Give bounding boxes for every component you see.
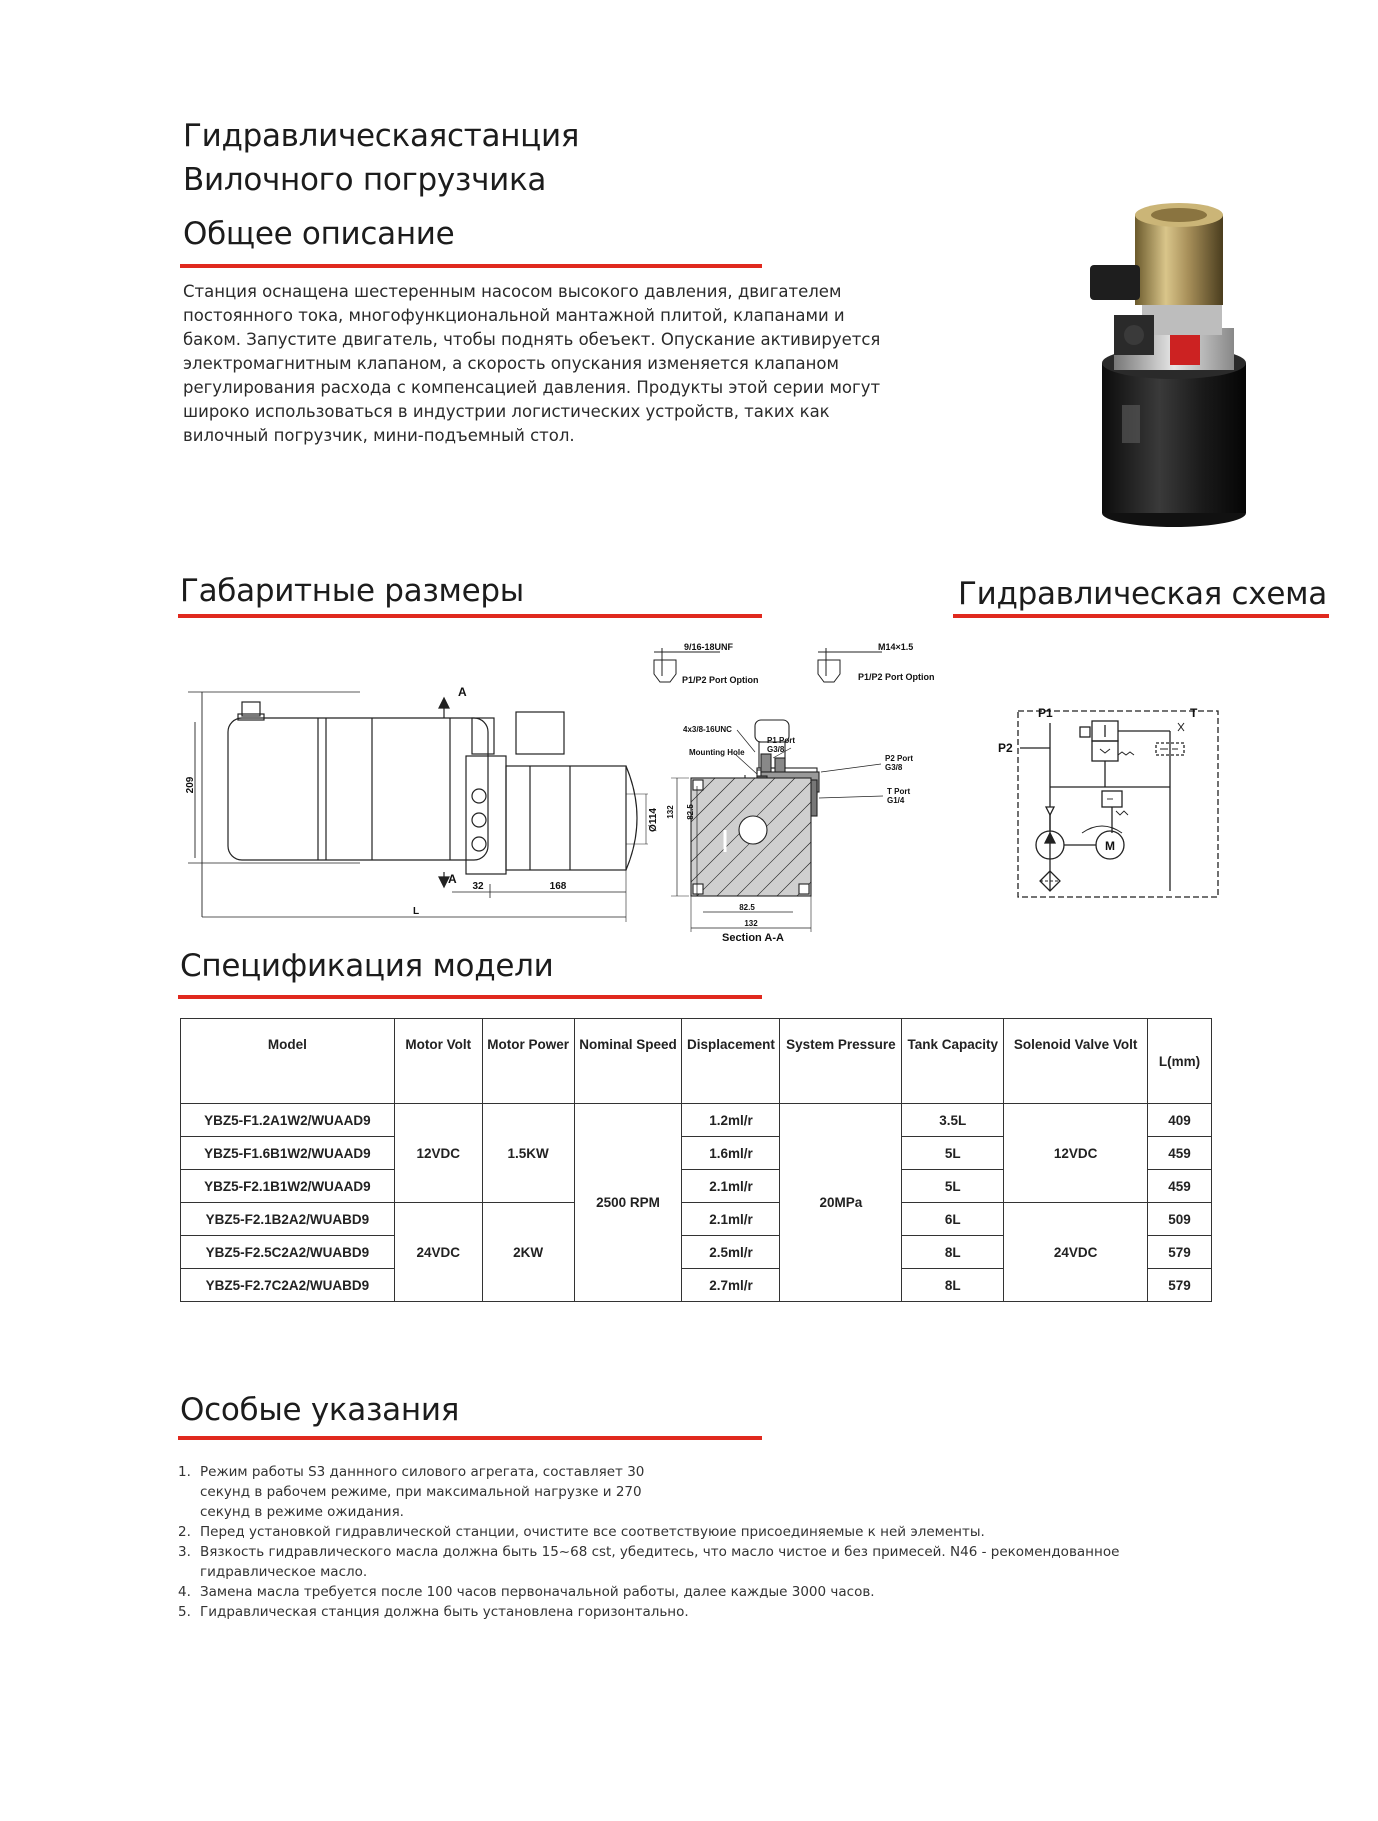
mounting-hole-label: Mounting Hole — [689, 748, 745, 757]
page-title — [183, 114, 579, 202]
cell-tank-capacity: 8L — [902, 1236, 1004, 1269]
col-header-solenoid-volt: Solenoid Valve Volt — [1004, 1019, 1148, 1104]
dim-height-label: 209 — [185, 776, 196, 794]
note-text: Гидравлическая станция должна быть установлена горизонтально. — [200, 1604, 689, 1620]
note-text: Перед установкой гидравлической станции, очистите все соответствуюие присоединяемые к ней элементы. — [200, 1524, 985, 1540]
hydraulic-schematic — [998, 703, 1230, 903]
cell-displacement: 1.6ml/r — [682, 1137, 780, 1170]
section-aa-drawing — [666, 712, 920, 944]
section-rule — [953, 614, 1329, 618]
dim-82-5-vertical: 82.5 — [686, 804, 695, 820]
cell-model: YBZ5-F2.1B1W2/WUAAD9 — [181, 1170, 395, 1203]
port-option-2-label: P1/P2 Port Option — [858, 672, 935, 682]
side-view-drawing — [185, 670, 670, 925]
section-rule — [178, 995, 762, 999]
list-item — [178, 1522, 1168, 1542]
cell-displacement: 2.1ml/r — [682, 1203, 780, 1236]
port-option-drawing — [640, 638, 970, 698]
col-header-nominal-speed: Nominal Speed — [574, 1019, 682, 1104]
cell-length: 459 — [1147, 1170, 1211, 1203]
col-header-model: Model — [181, 1019, 395, 1104]
dim-132-horizontal: 132 — [744, 919, 758, 928]
cell-model: YBZ5-F2.5C2A2/WUABD9 — [181, 1236, 395, 1269]
col-header-motor-power: Motor Power — [482, 1019, 574, 1104]
title-line-2: Вилочного погрузчика — [183, 162, 547, 198]
dim-diameter-label: Ø114 — [648, 808, 659, 832]
schematic-motor-label: M — [1105, 839, 1115, 853]
col-header-system-pressure: System Pressure — [780, 1019, 902, 1104]
cell-displacement: 2.7ml/r — [682, 1269, 780, 1302]
section-rule — [178, 614, 762, 618]
cell-solenoid-volt: 12VDC — [1004, 1104, 1148, 1203]
description-text: Станция оснащена шестеренным насосом высокого давления, двигателем постоянного тока, многофункциональной мантажной плитой, клапанами и баком. Запустите двигатель, чтобы поднять обеъект. Опускание активируется электромагнитным клапаном, а скорость опускания изменяется клапаном регулирования расхода с компенсацией давления. Продукты этой серии могут широко использоваться в индустрии логистических устройств, таких как вилочный погрузчик, мини-подъемный стол. — [183, 282, 881, 445]
schematic-t-label: T — [1190, 706, 1198, 720]
section-title-schematic: Гидравлическая схема — [958, 576, 1327, 612]
note-number: 2. — [178, 1524, 191, 1540]
section-title-notes: Особые указания — [180, 1392, 460, 1428]
p2-port-label: P2 Port — [885, 754, 914, 763]
cell-tank-capacity: 5L — [902, 1137, 1004, 1170]
cell-motor-power: 1.5KW — [482, 1104, 574, 1203]
dim-82-5-horizontal: 82.5 — [739, 903, 755, 912]
dim-168-label: 168 — [549, 881, 567, 892]
cell-length: 409 — [1147, 1104, 1211, 1137]
list-item — [178, 1462, 1168, 1522]
note-text: Замена масла требуется после 100 часов первоначальной работы, далее каждые 3000 часов. — [200, 1584, 875, 1600]
section-rule — [180, 264, 762, 268]
t-thread-label: G1/4 — [887, 796, 905, 805]
p1-thread-label: G3/8 — [767, 745, 785, 754]
cell-motor-power: 2KW — [482, 1203, 574, 1302]
dim-32-label: 32 — [472, 881, 484, 892]
schematic-p1-label: P1 — [1038, 706, 1053, 720]
cell-tank-capacity: 5L — [902, 1170, 1004, 1203]
note-text: Вязкость гидравлического масла должна быть 15~68 cst, убедитесь, что масло чистое и без примесей. N46 - рекомендованное гидравлическое масло. — [200, 1544, 1120, 1580]
p2-thread-label: G3/8 — [885, 763, 903, 772]
note-number: 1. — [178, 1464, 191, 1480]
cell-length: 509 — [1147, 1203, 1211, 1236]
schematic-p2-label: P2 — [998, 741, 1013, 755]
col-header-motor-volt: Motor Volt — [394, 1019, 482, 1104]
section-title-specification: Спецификация модели — [180, 948, 554, 984]
section-title-dimensions: Габаритные размеры — [180, 573, 524, 609]
table-row — [181, 1104, 1212, 1137]
mounting-thread-label: 4x3/8-16UNC — [683, 725, 732, 734]
dim-l-label: L — [412, 906, 420, 917]
list-item — [178, 1582, 1168, 1602]
cell-displacement: 1.2ml/r — [682, 1104, 780, 1137]
section-title-description: Общее описание — [183, 216, 455, 252]
cell-displacement: 2.1ml/r — [682, 1170, 780, 1203]
cell-system-pressure: 20MPa — [780, 1104, 902, 1302]
cell-motor-volt: 12VDC — [394, 1104, 482, 1203]
note-number: 3. — [178, 1544, 191, 1560]
section-mark-top: A — [458, 685, 467, 699]
cell-motor-volt: 24VDC — [394, 1203, 482, 1302]
cell-displacement: 2.5ml/r — [682, 1236, 780, 1269]
spec-table — [180, 1018, 1212, 1302]
cell-solenoid-volt: 24VDC — [1004, 1203, 1148, 1302]
note-text: Режим работы S3 даннного силового агрегата, составляет 30 секунд в рабочем режиме, при максимальной нагрузке и 270 секунд в режиме ожидания. — [200, 1464, 645, 1520]
cell-tank-capacity: 6L — [902, 1203, 1004, 1236]
cell-model: YBZ5-F2.1B2A2/WUABD9 — [181, 1203, 395, 1236]
port-option-2-thread: M14×1.5 — [878, 642, 914, 652]
col-header-length: L(mm) — [1147, 1019, 1211, 1104]
cell-tank-capacity: 3.5L — [902, 1104, 1004, 1137]
cell-length: 459 — [1147, 1137, 1211, 1170]
section-mark-bottom: A — [448, 872, 457, 886]
col-header-displacement: Displacement — [682, 1019, 780, 1104]
spec-header-row — [181, 1019, 1212, 1104]
section-rule — [178, 1436, 762, 1440]
p1-port-label: P1 Port — [767, 736, 796, 745]
list-item — [178, 1602, 1168, 1622]
cell-model: YBZ5-F1.6B1W2/WUAAD9 — [181, 1137, 395, 1170]
cell-length: 579 — [1147, 1269, 1211, 1302]
note-number: 5. — [178, 1604, 191, 1620]
cell-model: YBZ5-F2.7C2A2/WUABD9 — [181, 1269, 395, 1302]
port-option-1-label: P1/P2 Port Option — [682, 675, 759, 685]
port-option-1-thread: 9/16-18UNF — [684, 642, 734, 652]
cell-length: 579 — [1147, 1236, 1211, 1269]
cell-model: YBZ5-F1.2A1W2/WUAAD9 — [181, 1104, 395, 1137]
col-header-tank-capacity: Tank Capacity — [902, 1019, 1004, 1104]
cell-tank-capacity: 8L — [902, 1269, 1004, 1302]
dim-132-vertical: 132 — [666, 805, 675, 819]
cell-nominal-speed: 2500 RPM — [574, 1104, 682, 1302]
note-number: 4. — [178, 1584, 191, 1600]
section-caption: Section A-A — [722, 932, 784, 944]
product-photo — [1070, 195, 1260, 535]
notes-list — [178, 1462, 1168, 1622]
t-port-label: T Port — [887, 787, 911, 796]
title-line-1: Гидравлическаястанция — [183, 118, 580, 154]
table-row — [181, 1203, 1212, 1236]
list-item — [178, 1542, 1168, 1582]
